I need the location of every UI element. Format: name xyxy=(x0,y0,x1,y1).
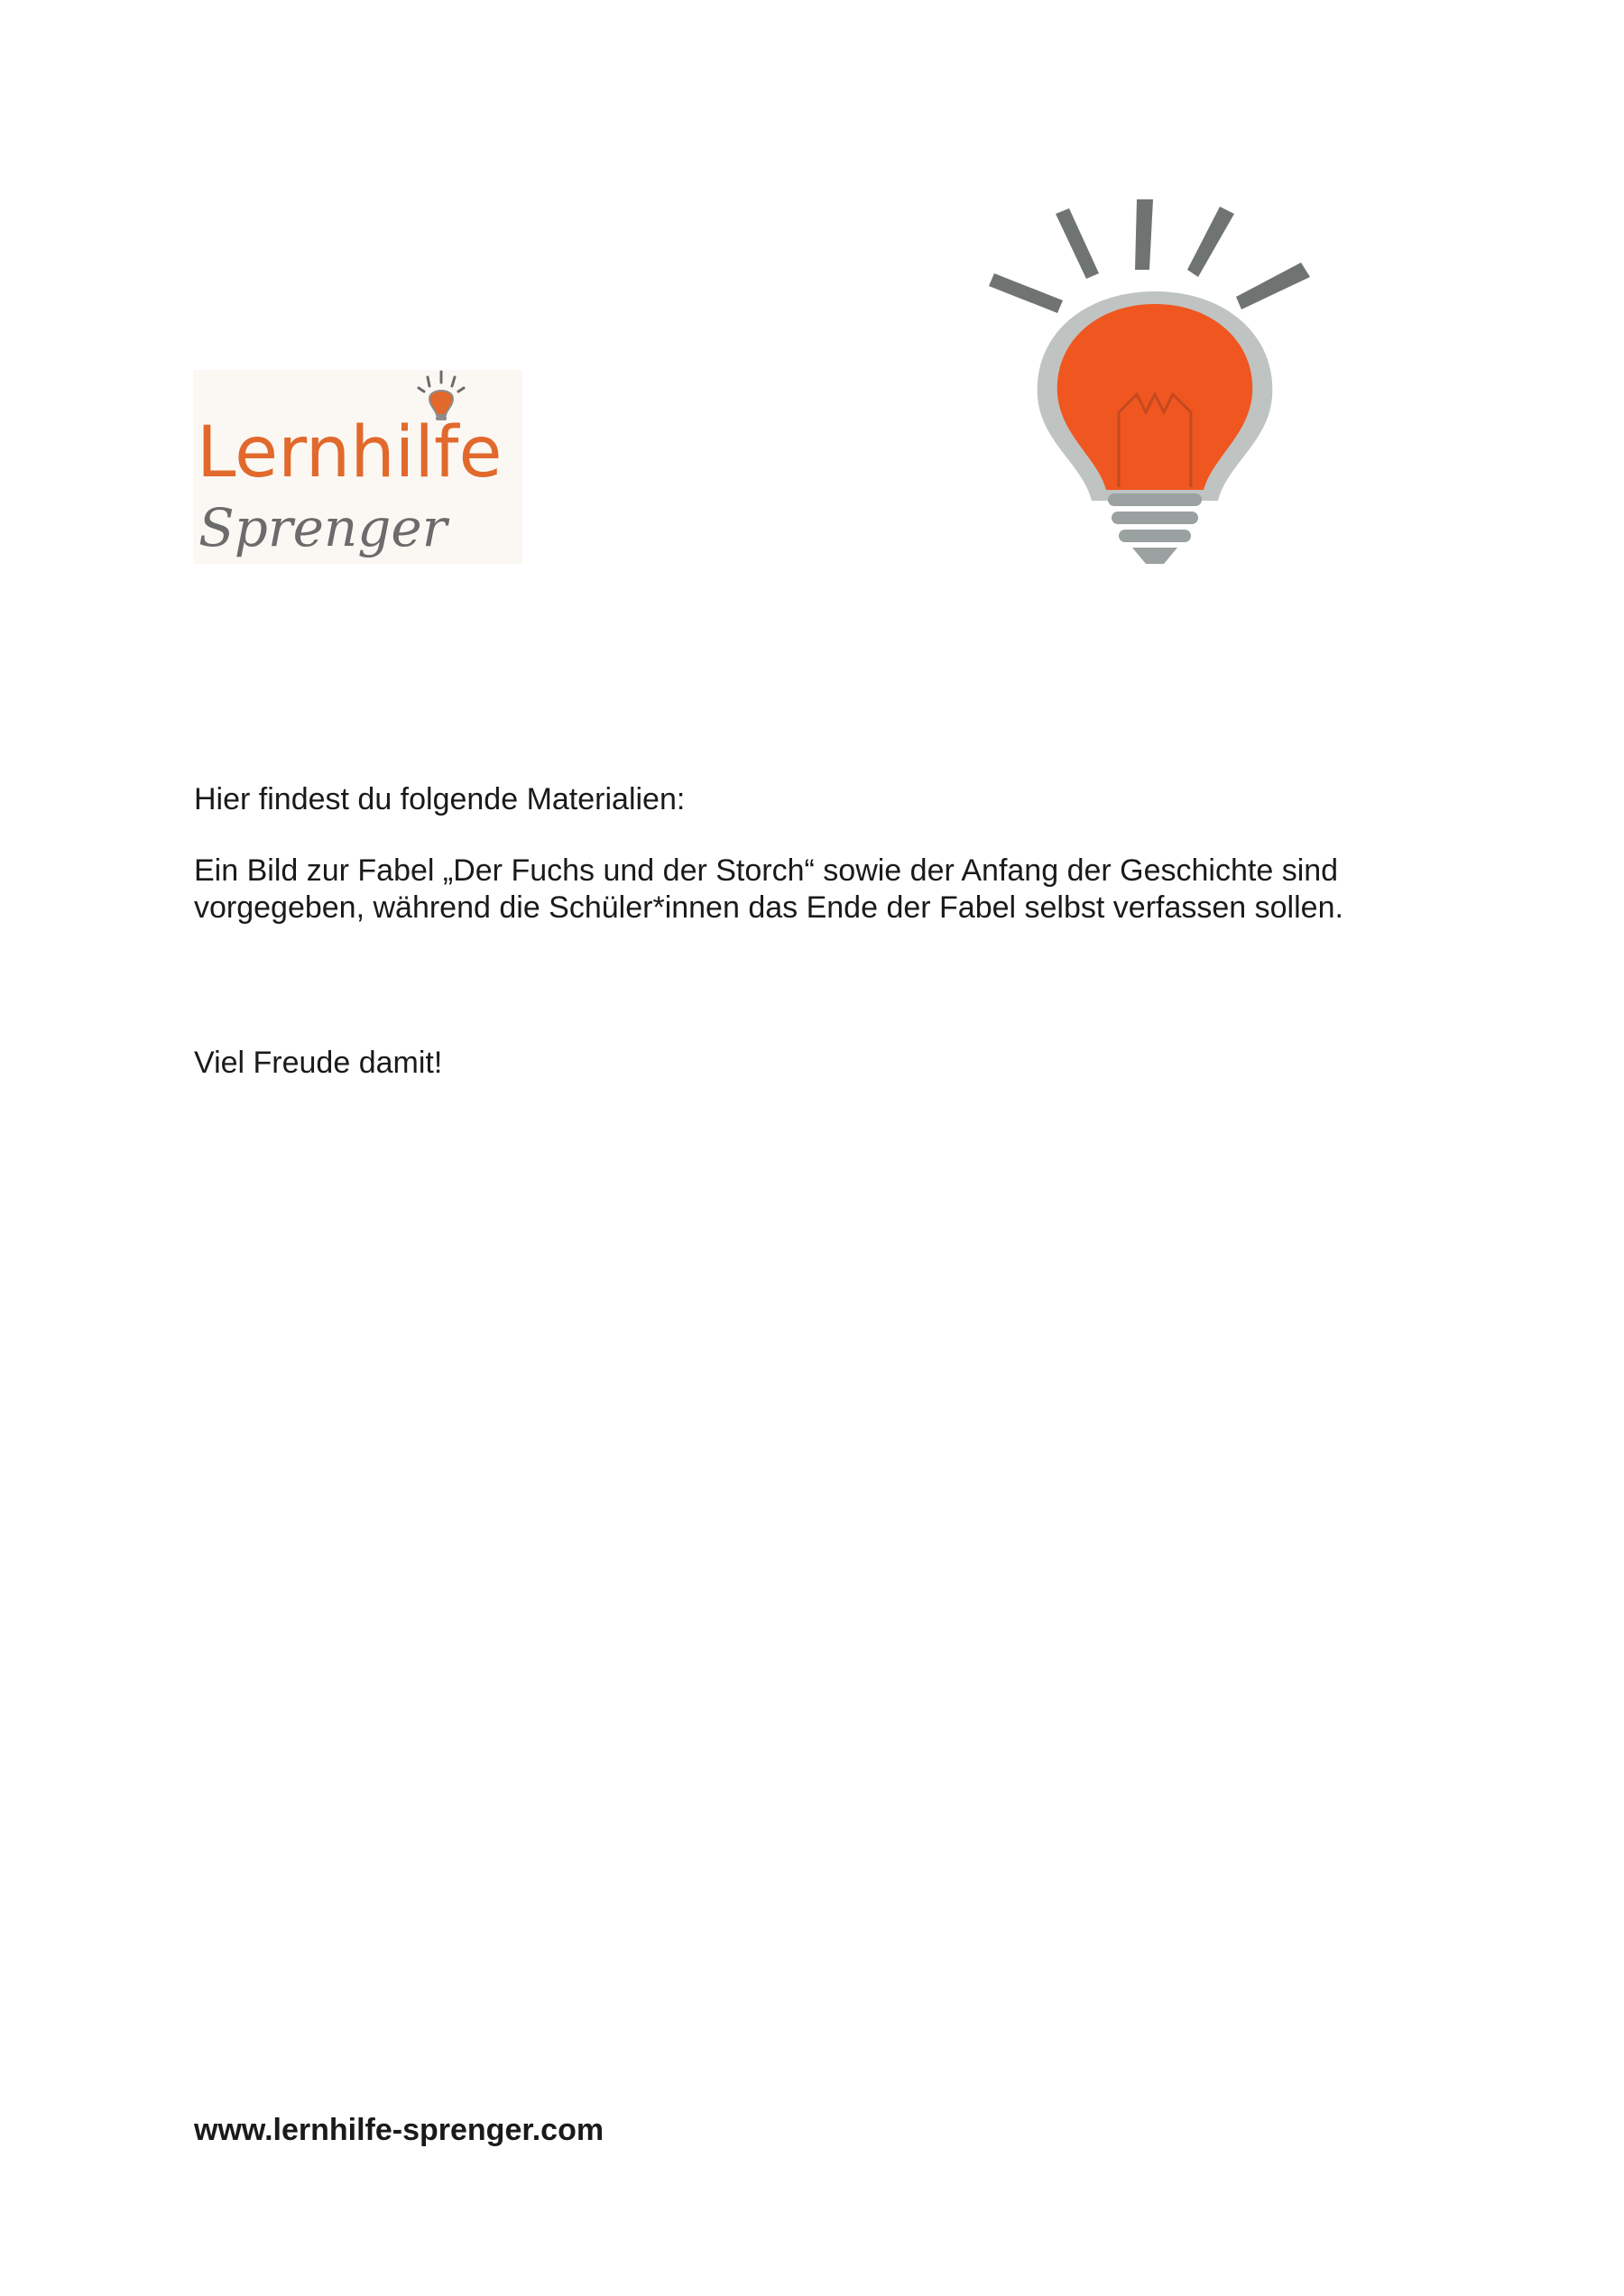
footer-website-link[interactable]: www.lernhilfe-sprenger.com xyxy=(194,2113,604,2147)
description-paragraph xyxy=(194,853,1493,927)
intro-text: Hier findest du folgende Materialien: xyxy=(194,782,686,816)
description-line-1: Ein Bild zur Fabel „Der Fuchs und der Storch“ sowie der Anfang der Geschichte sind xyxy=(194,853,1339,888)
logo-graphic xyxy=(193,370,522,564)
description-line-2: vorgegeben, während die Schüler*innen das Ende der Fabel selbst verfassen sollen. xyxy=(194,890,1343,925)
lightbulb-illustration xyxy=(983,194,1326,568)
company-logo xyxy=(193,370,522,564)
large-lightbulb-icon xyxy=(983,194,1326,568)
logo-word-lernhilfe: Lernhilfe xyxy=(197,412,503,493)
bulb-base xyxy=(1108,493,1202,564)
closing-text: Viel Freude damit! xyxy=(194,1046,443,1080)
logo-word-sprenger: Sprenger xyxy=(198,497,448,558)
